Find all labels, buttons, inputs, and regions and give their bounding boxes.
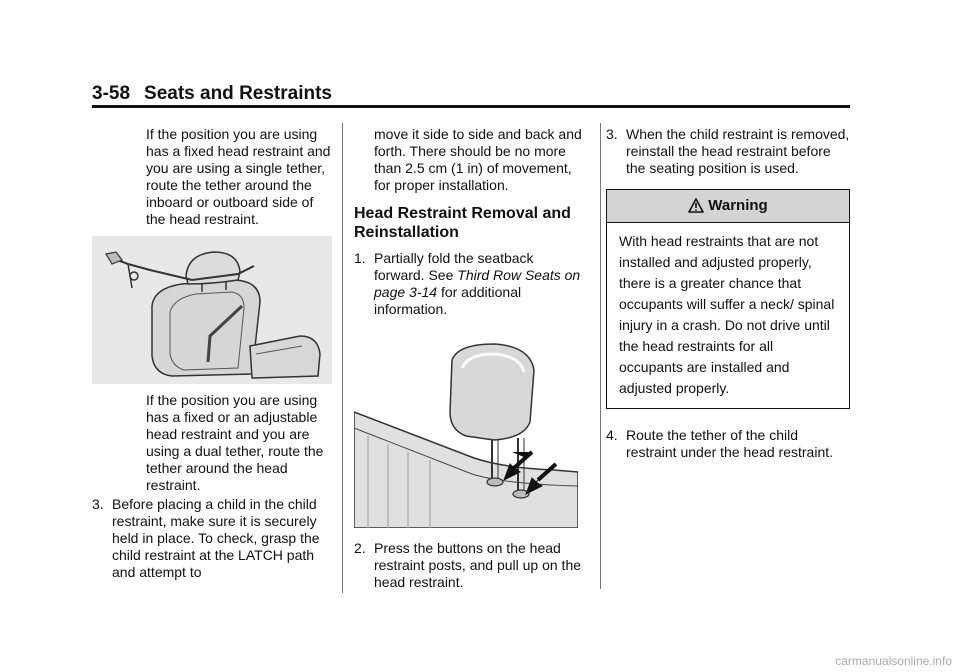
column-1 (92, 126, 332, 581)
step-4-route (606, 427, 850, 461)
column-3 (606, 126, 850, 461)
column-2 (354, 126, 584, 591)
step-text: Route the tether of the child restraint under the head restraint. (626, 427, 834, 460)
section-heading: Head Restraint Removal and Reinstallation (354, 205, 571, 241)
step-3-check (92, 496, 332, 581)
seat-tether-illustration (92, 236, 332, 384)
column-divider-1 (342, 123, 343, 593)
single-tether-paragraph: If the position you are using has a fixed head restraint and you are using a single tether, route the tether around the inboard or outboard side of the head restraint. (146, 126, 331, 227)
step-3-reinstall (606, 126, 850, 177)
section-title: Seats and Restraints (144, 83, 332, 104)
step-text-a: Partially fold the seatback forward. See (374, 250, 534, 283)
step-number: 3. (92, 496, 104, 512)
warning-box (606, 189, 850, 409)
step-text: When the child restraint is removed, reinstall the head restraint before the seating position is used. (626, 126, 850, 176)
warning-header (607, 190, 849, 223)
warning-title: Warning (708, 197, 768, 214)
step-text-b: for additional information. (374, 284, 522, 317)
page-header (92, 82, 850, 106)
step-text: Press the buttons on the head restraint posts, and pull up on the head restraint. (374, 540, 582, 590)
step-text: Before placing a child in the child restraint, make sure it is securely held in place. To check, grasp the child restraint at the LATCH path and attempt to (112, 496, 320, 580)
step-number: 1. (354, 250, 366, 266)
column-divider-2 (600, 123, 601, 589)
watermark: carmanualsonline.info (835, 654, 952, 668)
header-rule (92, 105, 850, 108)
step-2-press (354, 540, 584, 591)
step-3-continued: move it side to side and back and forth. There should be no more than 2.5 cm (1 in) of movement, for proper installation. (374, 126, 582, 193)
step-number: 2. (354, 540, 366, 556)
dual-tether-paragraph: If the position you are using has a fixed or an adjustable head restraint and you are using a dual tether, route the tether around the head restraint. (146, 392, 324, 493)
head-restraint-removal-illustration (354, 340, 578, 528)
step-number: 4. (606, 427, 618, 443)
step-number: 3. (606, 126, 618, 142)
cross-reference-link[interactable]: Third Row Seats on page 3-14 (374, 267, 581, 300)
warning-icon (688, 198, 704, 213)
step-1-fold (354, 250, 584, 318)
page-number: 3-58 (92, 83, 131, 104)
warning-text: With head restraints that are not installed and adjusted properly, there is a greater chance that occupants will suffer a neck/ spinal injury in a crash. Do not drive until the head restraints for all occupants are installed and adjusted properly. (619, 233, 835, 396)
